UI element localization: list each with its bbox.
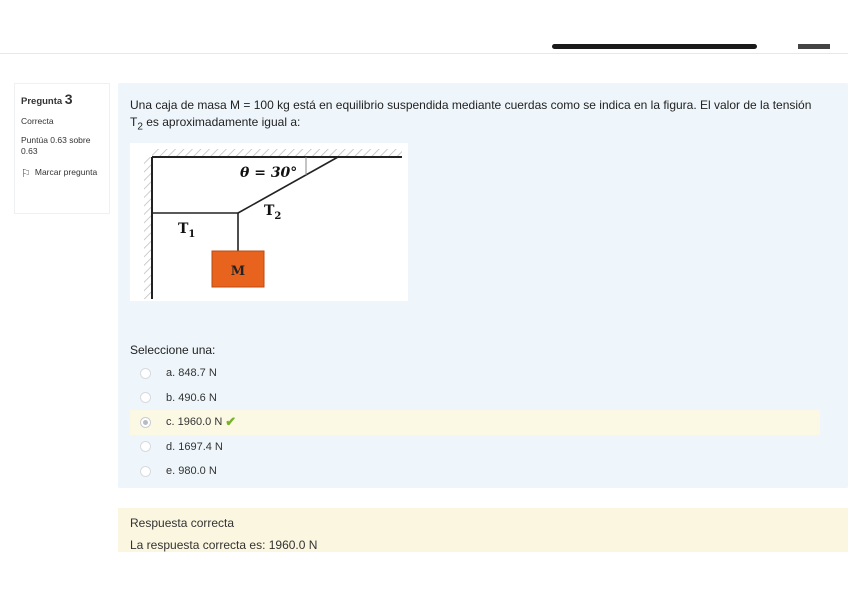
answer-option-d[interactable] — [130, 435, 820, 460]
answer-label[interactable]: a. 848.7 N — [166, 367, 217, 380]
answer-option-e[interactable] — [130, 459, 820, 484]
physics-figure — [130, 143, 408, 301]
answer-option-b[interactable] — [130, 386, 820, 411]
top-bar-mark — [798, 44, 830, 49]
answer-prompt: Seleccione una: — [130, 343, 216, 357]
question-label: Pregunta — [21, 96, 63, 107]
question-number: 3 — [64, 91, 73, 107]
radio-d[interactable] — [140, 441, 151, 452]
ceiling-hatch — [152, 149, 402, 157]
top-bar — [0, 0, 848, 54]
answer-label[interactable]: d. 1697.4 N — [166, 440, 223, 453]
radio-b[interactable] — [140, 392, 151, 403]
flag-icon[interactable]: ⚐ — [21, 168, 31, 181]
feedback-title: Respuesta correcta — [130, 516, 235, 530]
question-state: Correcta — [21, 116, 54, 127]
answer-list — [130, 361, 820, 484]
question-heading — [21, 90, 103, 108]
answer-option-a[interactable] — [130, 361, 820, 386]
question-info-panel — [14, 83, 110, 214]
feedback-detail: La respuesta correcta es: 1960.0 N — [130, 538, 318, 552]
angle-label: θ = 30° — [240, 165, 298, 181]
answer-option-c[interactable] — [130, 410, 820, 435]
radio-e[interactable] — [140, 466, 151, 477]
wall-hatch — [144, 157, 152, 299]
question-text-var: T — [130, 115, 138, 130]
answer-label[interactable]: b. 490.6 N — [166, 391, 217, 404]
feedback-panel — [118, 508, 848, 552]
question-text-sub: 2 — [137, 121, 143, 133]
question-text-main: Una caja de masa M = 100 kg está en equilibrio suspendida mediante cuerdas como se indica en la figura. El valor de la tensión — [130, 98, 812, 112]
flag-label[interactable]: Marcar pregunta — [34, 167, 98, 178]
question-text — [130, 97, 830, 135]
question-text-end: es aproximadamente igual a: — [142, 115, 301, 130]
question-content — [118, 83, 848, 488]
mass-label: M — [230, 264, 246, 279]
answer-label[interactable]: c. 1960.0 N — [166, 416, 223, 429]
radio-a[interactable] — [140, 368, 151, 379]
flag-question-link[interactable] — [21, 167, 103, 181]
checkmark-icon: ✔ — [225, 414, 237, 430]
answer-label[interactable]: e. 980.0 N — [166, 465, 217, 478]
t1-label: $T_1$ — [178, 221, 196, 240]
radio-c[interactable] — [140, 417, 151, 428]
progress-pill — [552, 44, 757, 49]
figure-svg — [130, 143, 408, 301]
t2-label: $T_2$ — [264, 203, 282, 222]
question-grade: Puntúa 0.63 sobre 0.63 — [21, 135, 91, 157]
